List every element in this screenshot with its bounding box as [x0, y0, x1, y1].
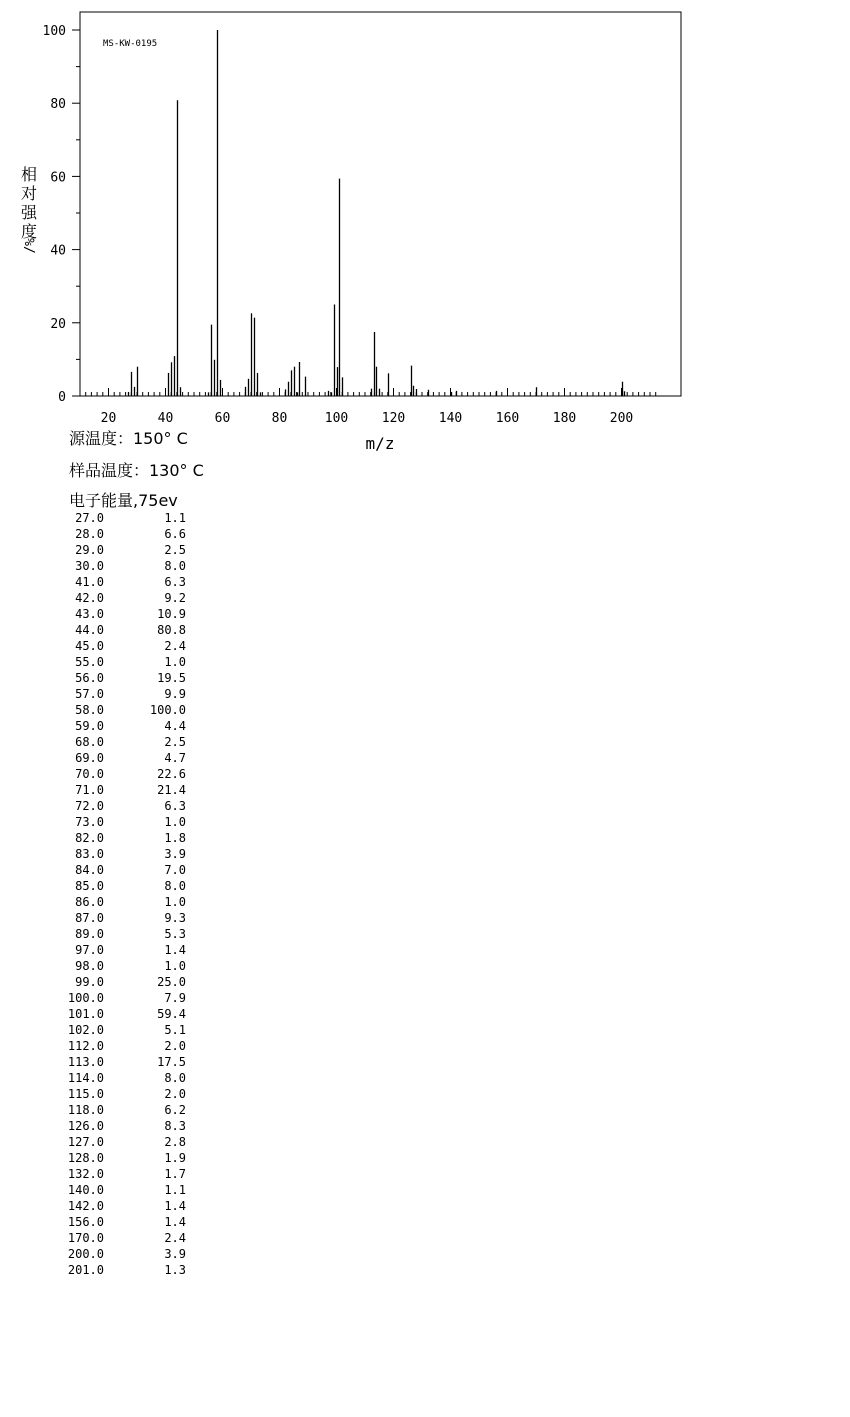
table-row [60, 1070, 200, 1086]
table-cell-abundance: 1.9 [164, 1151, 186, 1165]
spectrum-peaks [129, 30, 625, 396]
table-cell-abundance: 5.3 [164, 927, 186, 941]
table-cell-mz: 30.0 [75, 559, 104, 573]
table-row [60, 1262, 200, 1278]
table-cell-mz: 128.0 [67, 1151, 104, 1165]
table-cell-mz: 170.0 [67, 1231, 104, 1245]
table-cell-mz: 43.0 [75, 607, 104, 621]
table-cell-mz: 98.0 [75, 959, 104, 973]
table-cell-abundance: 17.5 [157, 1055, 186, 1069]
table-cell-abundance: 1.8 [164, 831, 186, 845]
y-tick-label: 80 [50, 97, 66, 113]
y-axis-ticks [43, 24, 80, 405]
table-cell-mz: 28.0 [75, 527, 104, 541]
y-axis-label-char: 度 [20, 222, 38, 241]
table-cell-mz: 89.0 [75, 927, 104, 941]
x-tick-label: 140 [438, 411, 463, 426]
y-tick-label: 40 [50, 243, 66, 259]
table-cell-abundance: 7.9 [164, 991, 186, 1005]
y-tick-label: 100 [42, 24, 66, 39]
chart-title: MS-KW-0195 [103, 39, 158, 49]
table-cell-abundance: 1.7 [164, 1167, 186, 1181]
table-row [60, 750, 200, 766]
table-cell-abundance: 7.0 [164, 863, 186, 877]
table-cell-abundance: 2.5 [164, 735, 186, 749]
table-cell-mz: 97.0 [75, 943, 104, 957]
table-row [60, 798, 200, 814]
table-row [60, 638, 200, 654]
table-row [60, 1166, 200, 1182]
table-cell-mz: 101.0 [67, 1007, 104, 1021]
table-row [60, 542, 200, 558]
table-cell-abundance: 6.3 [164, 799, 186, 813]
table-row [60, 1214, 200, 1230]
table-cell-mz: 115.0 [67, 1087, 104, 1101]
table-cell-abundance: 1.0 [164, 895, 186, 909]
table-cell-mz: 112.0 [67, 1039, 104, 1053]
table-cell-mz: 118.0 [67, 1103, 104, 1117]
table-row [60, 702, 200, 718]
electron-energy: 电子能量,75ev [69, 491, 178, 510]
table-row [60, 1230, 200, 1246]
table-cell-mz: 127.0 [67, 1135, 104, 1149]
table-row [60, 1182, 200, 1198]
table-row [60, 894, 200, 910]
table-cell-abundance: 6.3 [164, 575, 186, 589]
table-row [60, 1118, 200, 1134]
table-cell-abundance: 3.9 [164, 847, 186, 861]
table-cell-mz: 87.0 [75, 911, 104, 925]
table-cell-abundance: 2.8 [164, 1135, 186, 1149]
table-row [60, 606, 200, 622]
table-row [60, 1054, 200, 1070]
table-cell-mz: 102.0 [67, 1023, 104, 1037]
table-row [60, 1246, 200, 1262]
table-cell-abundance: 6.6 [164, 527, 186, 541]
table-cell-abundance: 4.7 [164, 751, 186, 765]
table-cell-mz: 72.0 [75, 799, 104, 813]
table-row [60, 526, 200, 542]
table-cell-mz: 58.0 [75, 703, 104, 717]
table-row [60, 1150, 200, 1166]
table-cell-abundance: 9.3 [164, 911, 186, 925]
table-cell-mz: 142.0 [67, 1199, 104, 1213]
table-cell-mz: 201.0 [67, 1263, 104, 1277]
table-cell-abundance: 9.2 [164, 591, 186, 605]
table-cell-abundance: 19.5 [157, 671, 186, 685]
table-row [60, 654, 200, 670]
table-row [60, 814, 200, 830]
table-cell-mz: 57.0 [75, 687, 104, 701]
table-cell-mz: 68.0 [75, 735, 104, 749]
table-cell-abundance: 8.0 [164, 1071, 186, 1085]
table-cell-abundance: 6.2 [164, 1103, 186, 1117]
table-row [60, 670, 200, 686]
table-row [60, 1022, 200, 1038]
table-cell-mz: 132.0 [67, 1167, 104, 1181]
minor-ticks [76, 67, 656, 396]
table-cell-abundance: 10.9 [157, 607, 186, 621]
table-cell-abundance: 9.9 [164, 687, 186, 701]
table-row [60, 958, 200, 974]
y-tick-label: 0 [58, 390, 66, 405]
table-cell-abundance: 1.4 [164, 1199, 186, 1213]
table-cell-abundance: 1.4 [164, 943, 186, 957]
y-tick-label: 60 [50, 170, 66, 186]
table-row [60, 878, 200, 894]
table-row [60, 942, 200, 958]
table-cell-abundance: 1.4 [164, 1215, 186, 1229]
table-row [60, 574, 200, 590]
x-axis-label: m/z [365, 434, 395, 453]
table-cell-abundance: 1.1 [164, 511, 186, 525]
y-axis-label-char: 强 [20, 203, 38, 222]
table-cell-mz: 55.0 [75, 655, 104, 669]
table-cell-abundance: 1.0 [164, 959, 186, 973]
table-cell-abundance: 59.4 [157, 1007, 186, 1021]
x-tick-label: 100 [324, 411, 349, 426]
table-cell-abundance: 100.0 [149, 703, 186, 717]
plot-frame [80, 12, 681, 396]
table-cell-mz: 41.0 [75, 575, 104, 589]
table-cell-abundance: 2.5 [164, 543, 186, 557]
table-cell-mz: 83.0 [75, 847, 104, 861]
table-row [60, 718, 200, 734]
y-axis-label [21, 165, 38, 254]
table-cell-abundance: 22.6 [157, 767, 186, 781]
table-row [60, 1038, 200, 1054]
table-cell-abundance: 2.0 [164, 1087, 186, 1101]
table-cell-abundance: 80.8 [157, 623, 186, 637]
table-cell-abundance: 2.4 [164, 639, 186, 653]
table-cell-mz: 200.0 [67, 1247, 104, 1261]
table-cell-mz: 56.0 [75, 671, 104, 685]
table-cell-mz: 29.0 [75, 543, 104, 557]
table-row [60, 974, 200, 990]
table-row [60, 622, 200, 638]
table-cell-mz: 100.0 [67, 991, 104, 1005]
table-cell-abundance: 8.0 [164, 879, 186, 893]
x-tick-label: 40 [157, 411, 174, 426]
table-row [60, 1198, 200, 1214]
x-tick-label: 80 [271, 411, 288, 426]
table-cell-abundance: 21.4 [157, 783, 186, 797]
table-cell-abundance: 1.0 [164, 815, 186, 829]
table-cell-mz: 113.0 [67, 1055, 104, 1069]
table-row [60, 1006, 200, 1022]
table-cell-mz: 73.0 [75, 815, 104, 829]
table-row [60, 830, 200, 846]
x-tick-label: 200 [609, 411, 634, 426]
table-row [60, 990, 200, 1006]
table-cell-mz: 70.0 [75, 767, 104, 781]
table-cell-mz: 42.0 [75, 591, 104, 605]
x-tick-label: 60 [214, 411, 231, 426]
table-cell-mz: 82.0 [75, 831, 104, 845]
table-cell-abundance: 2.4 [164, 1231, 186, 1245]
table-cell-mz: 140.0 [67, 1183, 104, 1197]
table-cell-abundance: 1.3 [164, 1263, 186, 1277]
table-cell-abundance: 1.1 [164, 1183, 186, 1197]
table-cell-abundance: 8.0 [164, 559, 186, 573]
table-cell-mz: 84.0 [75, 863, 104, 877]
table-cell-abundance: 2.0 [164, 1039, 186, 1053]
table-row [60, 782, 200, 798]
table-row [60, 686, 200, 702]
table-row [60, 1086, 200, 1102]
table-row [60, 862, 200, 878]
table-row [60, 1134, 200, 1150]
y-axis-label-char: 对 [20, 184, 38, 203]
x-tick-label: 180 [552, 411, 577, 426]
table-cell-mz: 86.0 [75, 895, 104, 909]
table-cell-mz: 114.0 [67, 1071, 104, 1085]
table-row [60, 846, 200, 862]
table-cell-mz: 85.0 [75, 879, 104, 893]
table-row [60, 734, 200, 750]
table-cell-abundance: 4.4 [164, 719, 186, 733]
table-row [60, 910, 200, 926]
peak-table [60, 510, 200, 1278]
y-tick-label: 20 [50, 316, 66, 332]
table-cell-mz: 44.0 [75, 623, 104, 637]
table-cell-mz: 126.0 [67, 1119, 104, 1133]
table-row [60, 590, 200, 606]
table-cell-mz: 156.0 [67, 1215, 104, 1229]
table-cell-mz: 27.0 [75, 511, 104, 525]
table-cell-abundance: 1.0 [164, 655, 186, 669]
table-cell-abundance: 8.3 [164, 1119, 186, 1133]
table-cell-abundance: 5.1 [164, 1023, 186, 1037]
table-row [60, 766, 200, 782]
x-tick-label: 20 [100, 411, 117, 426]
x-tick-label: 120 [381, 411, 406, 426]
table-cell-mz: 59.0 [75, 719, 104, 733]
mass-spectrum-chart [0, 0, 850, 460]
x-tick-label: 160 [495, 411, 520, 426]
table-cell-mz: 45.0 [75, 639, 104, 653]
table-cell-mz: 69.0 [75, 751, 104, 765]
sample-temperature: 样品温度：130° C [69, 461, 204, 480]
table-cell-mz: 71.0 [75, 783, 104, 797]
table-row [60, 926, 200, 942]
table-cell-abundance: 3.9 [164, 1247, 186, 1261]
y-axis-label-char: %/ [21, 238, 36, 254]
table-cell-mz: 99.0 [75, 975, 104, 989]
table-row [60, 510, 200, 526]
table-row [60, 558, 200, 574]
y-axis-label-char: 相 [20, 165, 38, 184]
table-cell-abundance: 25.0 [157, 975, 186, 989]
source-temperature: 源温度：150° C [69, 429, 188, 448]
table-row [60, 1102, 200, 1118]
